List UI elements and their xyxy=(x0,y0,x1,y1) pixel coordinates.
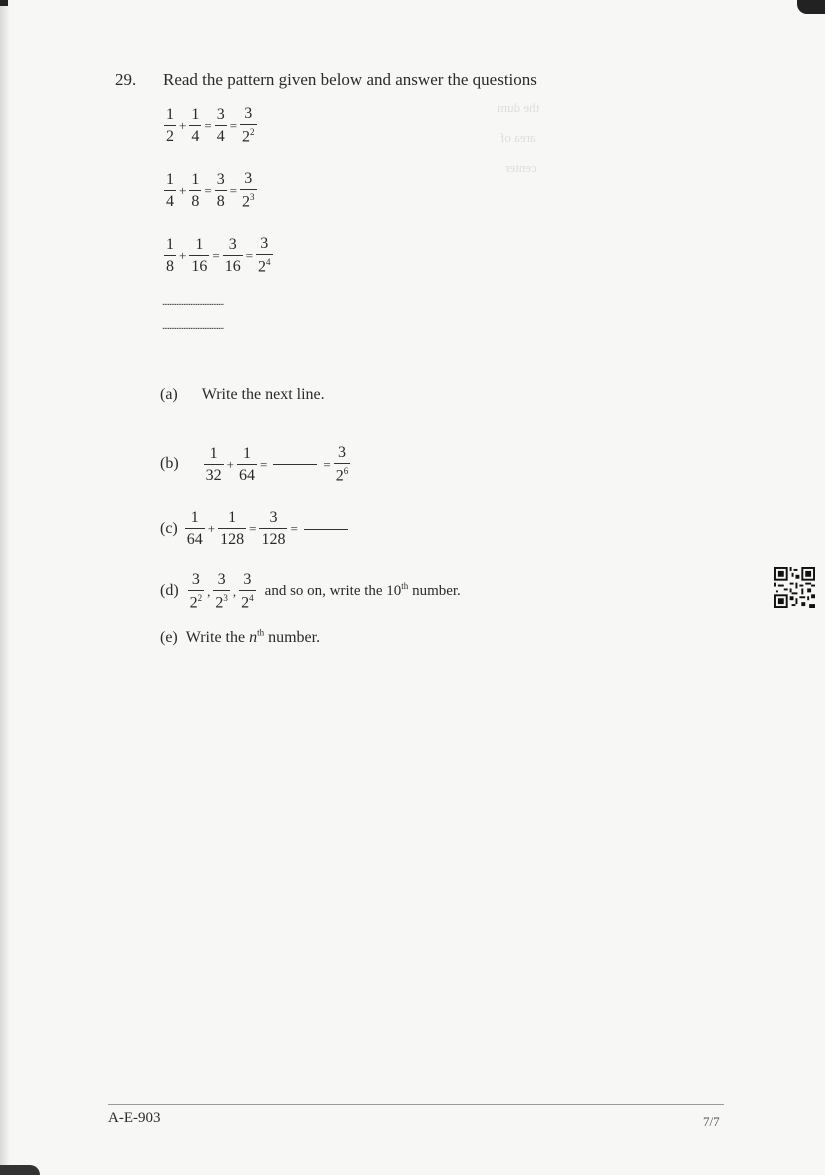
fraction: $\frac{3}{4}$ xyxy=(216,105,225,145)
fraction: $\frac{1}{64}$ xyxy=(186,509,203,548)
part-label: (a) xyxy=(160,386,178,403)
page-edge-shadow xyxy=(0,0,10,1175)
fraction: $\frac{1}{4}$ xyxy=(191,105,200,145)
bleed-through-text: center xyxy=(505,160,537,175)
fraction: $\frac{1}{2}$ xyxy=(166,105,174,145)
dotted-line: ................................... xyxy=(162,320,224,332)
part-c: (c) $\frac{1}{64}$ + $\frac{1}{128}$ = $\frac{3}{128}$ = xyxy=(160,510,352,548)
footer-divider xyxy=(108,1104,724,1105)
scan-corner-mark xyxy=(0,0,8,6)
fraction: $\frac{3}{2^4}$ xyxy=(241,571,254,612)
question-text: Read the pattern given below and answer the questions xyxy=(163,70,537,89)
fraction: $\frac{1}{32}$ xyxy=(205,444,222,484)
bleed-through-text: area of xyxy=(500,130,536,145)
qr-code xyxy=(774,567,815,608)
fraction: $\frac{3}{8}$ xyxy=(216,170,225,210)
part-text: Write the next line. xyxy=(201,386,325,403)
fraction: $\frac{3}{2^3}$ xyxy=(242,170,255,211)
fraction: $\frac{3}{2^2}$ xyxy=(189,571,203,612)
part-label: (d) xyxy=(160,582,179,600)
dotted-line: ................................... xyxy=(162,296,224,308)
fraction: $\frac{1}{64}$ xyxy=(239,444,255,484)
scan-corner-mark xyxy=(0,1165,40,1175)
fraction: $\frac{3}{2^2}$ xyxy=(242,105,255,146)
bleed-through-text: the dum xyxy=(497,100,540,115)
answer-blank xyxy=(273,464,317,465)
part-text: Write the $n^{th}$ number. xyxy=(185,628,321,647)
pattern-line: $\frac{1}{8}$ + $\frac{1}{16}$ = $\frac{3}{16}$ = $\frac{3}{2^4}$ xyxy=(166,235,271,276)
fraction: $\frac{1}{8}$ xyxy=(191,170,200,210)
paper-code: A-E-903 xyxy=(108,1110,161,1126)
part-label: (b) xyxy=(160,455,179,473)
page-number: 7/7 xyxy=(703,1114,720,1129)
fraction: $\frac{1}{128}$ xyxy=(220,509,245,548)
fraction: $\frac{3}{16}$ xyxy=(224,235,241,275)
fraction: $\frac{3}{2^4}$ xyxy=(258,235,271,276)
fraction: $\frac{3}{2^6}$ xyxy=(335,444,349,485)
part-a xyxy=(160,386,325,404)
pattern-line: $\frac{1}{4}$ + $\frac{1}{8}$ = $\frac{3}{8}$ = $\frac{3}{2^3}$ xyxy=(166,170,255,211)
answer-blank xyxy=(304,529,348,530)
part-d: (d) $\frac{3}{2^2}$ , $\frac{3}{2^3}$ , $\frac{3}{2^4}$ and so on, write the 10th number. xyxy=(160,571,461,612)
part-b: (b) $\frac{1}{32}$ + $\frac{1}{64}$ = = $\frac{3}{2^6}$ xyxy=(160,444,349,485)
fraction: $\frac{1}{4}$ xyxy=(166,170,174,210)
part-e xyxy=(160,628,320,647)
scan-corner-mark xyxy=(797,0,825,14)
pattern-line: $\frac{1}{2}$ + $\frac{1}{4}$ = $\frac{3}{4}$ = $\frac{3}{2^2}$ xyxy=(166,105,255,146)
fraction: $\frac{3}{128}$ xyxy=(261,509,286,548)
fraction: $\frac{3}{2^3}$ xyxy=(215,571,228,612)
fraction: $\frac{1}{16}$ xyxy=(191,235,208,275)
part-label: (e) xyxy=(160,629,178,647)
part-label: (c) xyxy=(160,519,178,537)
question-number: 29. xyxy=(115,70,137,89)
part-text: and so on, write the 10th number. xyxy=(264,581,461,600)
fraction: $\frac{1}{8}$ xyxy=(166,235,174,275)
